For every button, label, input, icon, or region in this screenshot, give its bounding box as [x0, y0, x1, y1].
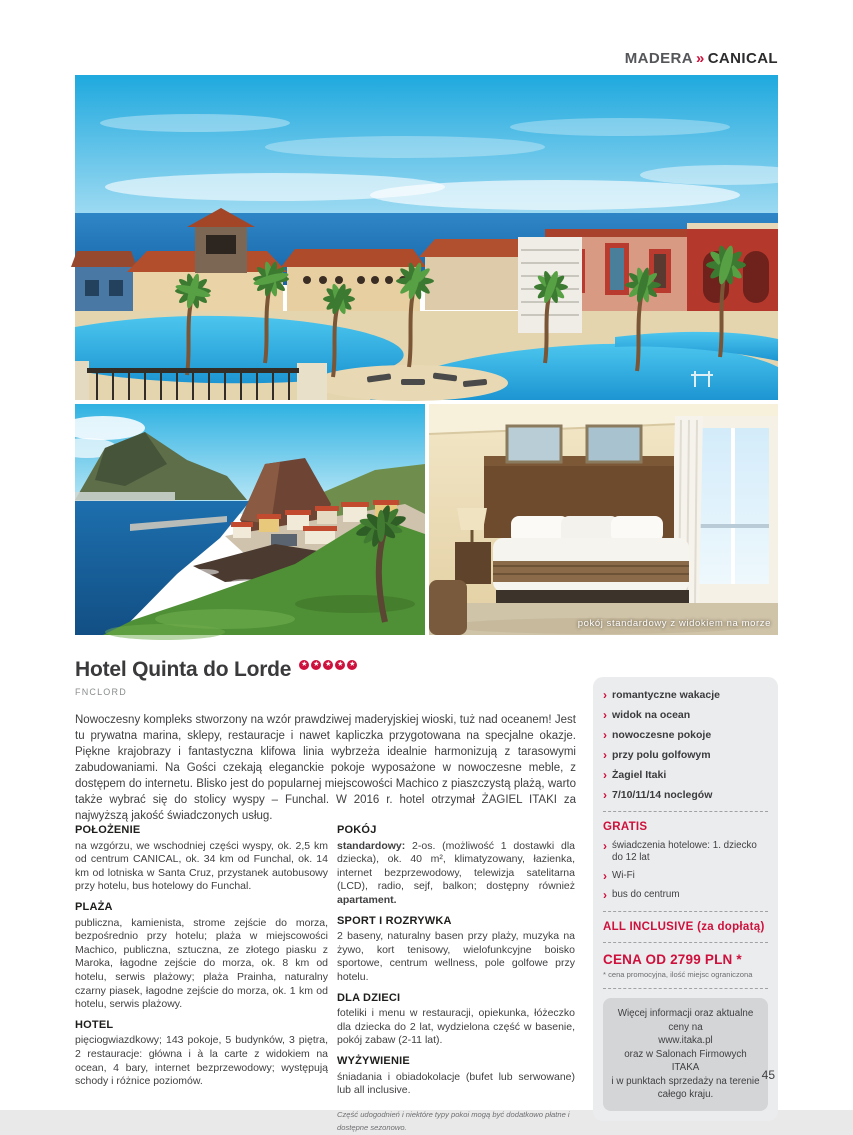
- star-icon: ★: [301, 661, 308, 668]
- feature-label: widok na ocean: [612, 709, 691, 721]
- feature-label: nowoczesne pokoje: [612, 729, 712, 741]
- info-line-website: www.itaka.pl: [658, 1035, 713, 1046]
- divider: [603, 911, 768, 912]
- section-title: PLAŻA: [75, 900, 113, 913]
- chevron-icon: ›: [603, 839, 607, 853]
- feature-item: [603, 749, 768, 762]
- gratis-label: bus do centrum: [612, 889, 680, 900]
- feature-label: romantyczne wakacje: [612, 689, 720, 701]
- section-title: POŁOŻENIE: [75, 824, 141, 836]
- region-label: MADERA: [624, 50, 693, 67]
- gratis-label: Wi-Fi: [612, 870, 635, 881]
- breadcrumb: [625, 50, 778, 67]
- resort-pool-illustration: [75, 75, 778, 400]
- star-icon: ★: [337, 661, 344, 668]
- chevron-icon: ›: [603, 688, 607, 702]
- feature-item: [603, 709, 768, 722]
- hotel-room-illustration: [429, 404, 778, 635]
- gratis-list: [603, 840, 768, 902]
- column-middle: [337, 824, 575, 1135]
- feature-label: Żagiel Itaki: [612, 769, 667, 781]
- feature-label: 7/10/11/14 noclegów: [612, 789, 713, 801]
- gratis-item: [603, 889, 768, 902]
- star-rating: [299, 660, 357, 670]
- gratis-item: [603, 870, 768, 883]
- info-line: oraz w Salonach Firmowych ITAKA: [624, 1048, 747, 1073]
- feature-item: [603, 729, 768, 742]
- gratis-title: GRATIS: [603, 821, 648, 833]
- double-chevron-icon: »: [695, 50, 705, 67]
- photo-standard-room: [429, 404, 778, 635]
- section-wyzywienie: [337, 1055, 575, 1098]
- column-left: [75, 824, 328, 1096]
- section-body: pięciogwiazdkowy; 143 pokoje, 5 budynków, 3 piętra, 2 restauracje: główna i à la carte z widokiem na ocean, 4 bary, internet bezprzewodowy; występują schody i różnice poziomów.: [75, 1034, 328, 1088]
- feature-label: przy polu golfowym: [612, 749, 711, 761]
- room-photo-caption: pokój standardowy z widokiem na morze: [577, 618, 771, 629]
- section-title: SPORT I ROZRYWKA: [337, 914, 452, 927]
- info-line: całego kraju.: [657, 1089, 714, 1100]
- fineprint-note: Część udogodnień i niektóre typy pokoi mogą być dodatkowo płatne i dostępne sezonowo.: [337, 1109, 570, 1133]
- section-title: POKÓJ: [337, 824, 377, 836]
- feature-item: [603, 769, 768, 782]
- section-body: publiczna, kamienista, strome zejście do morza, bezpośrednio przy hotelu; plaża w miejscowości Machico, publiczna, sztuczna, ze złotego piasku z Maroka, łagodne zejście do morza, ok. 8 km od hotelu, serwis plażowy; plaża Prainha, naturalny czarny piasek, łagodne zejście do morza, ok. 1 km od hotelu, serwis plażowy.: [75, 916, 328, 1011]
- section-title: WYŻYWIENIE: [337, 1054, 410, 1067]
- page-number: 45: [761, 1068, 775, 1082]
- feature-item: [603, 689, 768, 702]
- room-body: 2-os. (możliwość 1 dostawki dla dziecka), ok. 40 m², klimatyzowany, łazienka, internet bezprzewodowy, telewizja satelitarna (LCD), radio, sejf, balkon; dostępny również: [337, 839, 575, 893]
- feature-list: [603, 689, 768, 802]
- offer-sidebar: [593, 677, 778, 1121]
- info-box: [603, 998, 768, 1111]
- price-note: * cena promocyjna, ilość miejsc ograniczona: [603, 970, 753, 979]
- section-dla-dzieci: [337, 992, 575, 1048]
- section-title: HOTEL: [75, 1018, 114, 1031]
- chevron-icon: ›: [603, 888, 607, 902]
- photo-coastal-landscape: [75, 404, 425, 635]
- room-type-lead: standardowy:: [337, 839, 406, 852]
- price-label: CENA OD 2799 PLN *: [603, 952, 742, 967]
- city-label: CANICAL: [707, 50, 778, 67]
- chevron-icon: ›: [603, 869, 607, 883]
- chevron-icon: ›: [603, 768, 607, 782]
- coastal-landscape-illustration: [75, 404, 425, 635]
- star-icon: ★: [313, 661, 320, 668]
- section-sport: [337, 915, 575, 985]
- page-title: Hotel Quinta do Lorde: [75, 658, 292, 681]
- info-line: i w punktach sprzedaży na terenie: [611, 1075, 760, 1087]
- section-hotel: [75, 1019, 328, 1089]
- feature-item: [603, 789, 768, 802]
- chevron-icon: ›: [603, 728, 607, 742]
- hotel-description: Nowoczesny kompleks stworzony na wzór prawdziwej maderyjskiej wioski, tuż nad oceanem! Jest tu prywatna marina, sklepy, restauracje i nawet kapliczka przygotowana na specjalne okazje. Piękne krajobrazy i fantastyczna klifowa linia wybrzeża idealnie harmonizują z tarasowymi zabudowaniami. Na Gości czekają eleganckie pokoje wyposażone w nowoczesne meble, z dostępem do internetu. Blisko jest do popularnej miejscowości Machico z piaszczystą plażą, warto także wybrać się do stolicy wyspy – Funchal. W 2016 r. hotel otrzymał ŻAGIEL ITAKI za najwyższą jakość świadczonych usług.: [75, 714, 576, 822]
- divider: [603, 942, 768, 943]
- section-body: [337, 840, 575, 908]
- all-inclusive-label: ALL INCLUSIVE (za dopłatą): [603, 921, 765, 933]
- hotel-code: FNCLORD: [75, 687, 127, 697]
- room-tail: apartament.: [337, 893, 397, 906]
- gratis-label: świadczenia hotelowe: 1. dziecko do 12 lat: [612, 840, 757, 863]
- hotel-title-row: [75, 658, 357, 682]
- section-polozenie: [75, 824, 328, 894]
- section-plaza: [75, 901, 328, 1012]
- divider: [603, 988, 768, 989]
- chevron-icon: ›: [603, 788, 607, 802]
- star-icon: ★: [325, 661, 332, 668]
- section-pokoj: [337, 824, 575, 908]
- section-body: foteliki i menu w restauracji, opiekunka, łóżeczko dla dziecka do 2 lat, wydzielona część w basenie, pokój zabaw (2-11 lat).: [337, 1007, 575, 1047]
- section-body: 2 baseny, naturalny basen przy plaży, muzyka na żywo, kort tenisowy, wielofunkcyjne boisko sportowe, centrum wellness, pole golfowe przy hotelu.: [337, 930, 575, 983]
- section-body: na wzgórzu, we wschodniej części wyspy, ok. 2,5 km od centrum CANICAL, ok. 34 km od Funchal, ok. 14 km od lotniska w Santa Cruz, przystanek autobusowy przy hotelu, bus hotelowy do Funchal.: [75, 839, 328, 893]
- hero-photo-resort-pool: [75, 75, 778, 400]
- divider: [603, 811, 768, 812]
- section-title: DLA DZIECI: [337, 991, 401, 1004]
- chevron-icon: ›: [603, 748, 607, 762]
- section-body: śniadania i obiadokolacje (bufet lub serwowane) lub all inclusive.: [337, 1070, 575, 1097]
- info-line: Więcej informacji oraz aktualne ceny na: [617, 1008, 754, 1033]
- chevron-icon: ›: [603, 708, 607, 722]
- star-icon: ★: [349, 661, 356, 668]
- gratis-item: [603, 840, 768, 864]
